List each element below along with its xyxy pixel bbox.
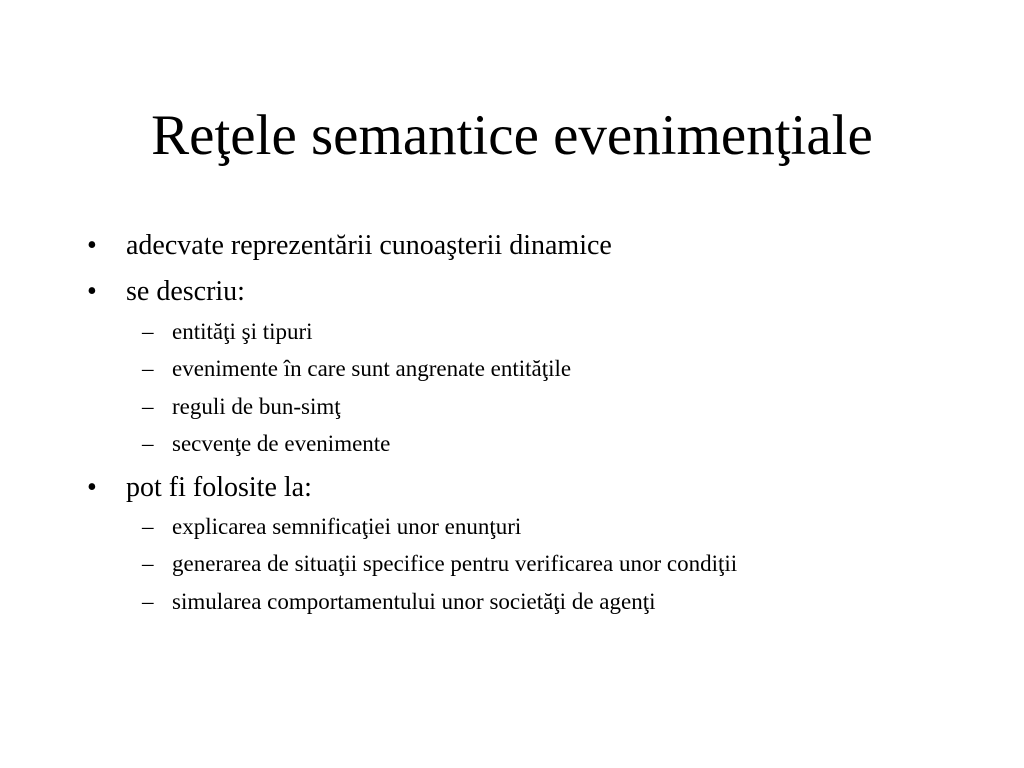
bullet-text: pot fi folosite la: — [126, 472, 312, 503]
sub-bullet-text: secvenţe de evenimente — [172, 431, 391, 456]
sub-bullet-text: simularea comportamentului unor societăţi de agenţi — [172, 589, 656, 614]
sub-bullet-marker: – — [142, 589, 154, 614]
sub-bullet-text: reguli de bun-simţ — [172, 394, 341, 419]
bullet-marker: • — [87, 472, 97, 503]
sub-bullet-marker: – — [142, 356, 154, 381]
sub-bullet-text: explicarea semnificaţiei unor enunţuri — [172, 514, 522, 539]
bullet-text: adecvate reprezentării cunoaşterii dinamice — [126, 230, 612, 261]
sub-bullet-text: entităţi şi tipuri — [172, 319, 313, 344]
bullet-text: se descriu: — [126, 276, 245, 307]
sub-bullet-marker: – — [142, 431, 154, 456]
sub-bullet-marker: – — [142, 319, 154, 344]
sub-bullet-text: evenimente în care sunt angrenate entităţile — [172, 356, 572, 381]
sub-bullet-marker: – — [142, 514, 154, 539]
sub-bullet-marker: – — [142, 394, 154, 419]
bullet-marker: • — [87, 230, 97, 261]
bullet-marker: • — [87, 276, 97, 307]
sub-bullet-text: generarea de situaţii specifice pentru verificarea unor condiţii — [172, 551, 738, 576]
slide-title: Reţele semantice evenimenţiale — [151, 104, 873, 167]
sub-bullet-marker: – — [142, 551, 154, 576]
